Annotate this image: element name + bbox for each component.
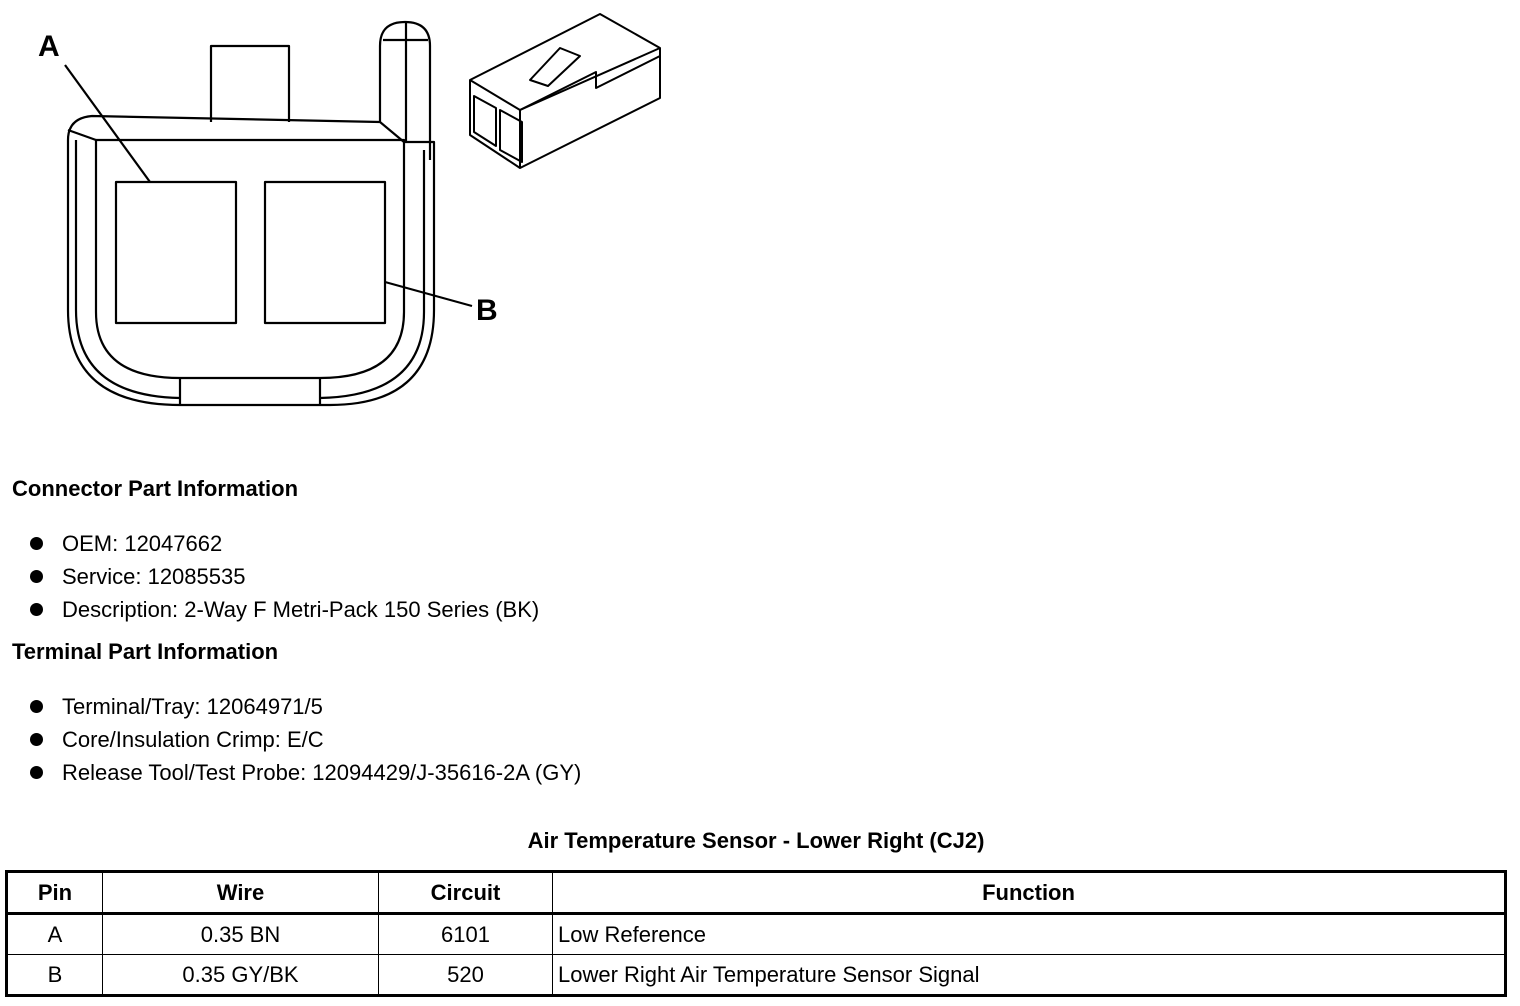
terminal-info-item: Terminal/Tray: 12064971/5 [26, 690, 581, 723]
connector-info-list [26, 527, 539, 626]
column-header-wire: Wire [103, 872, 379, 914]
connector-bottom-key [180, 378, 320, 405]
connector-face-diagram [0, 0, 700, 420]
connector-info-item: Description: 2-Way F Metri-Pack 150 Series (BK) [26, 593, 539, 626]
callout-b: B [476, 294, 498, 327]
connector-outer-body [68, 116, 434, 405]
cavity-b [265, 182, 385, 323]
function-cell: Low Reference [553, 914, 1506, 955]
column-header-pin: Pin [7, 872, 103, 914]
column-header-function: Function [553, 872, 1506, 914]
leader-line-a [65, 65, 150, 182]
table-row [7, 914, 1506, 955]
pin-cell: A [7, 914, 103, 955]
circuit-cell: 6101 [379, 914, 553, 955]
table-header-row [7, 872, 1506, 914]
pin-table-title: Air Temperature Sensor - Lower Right (CJ2) [527, 828, 985, 853]
terminal-info-list [26, 690, 581, 789]
pin-table [5, 870, 1507, 997]
terminal-info-item: Release Tool/Test Probe: 12094429/J-35616-2A (GY) [26, 756, 581, 789]
wire-cell: 0.35 BN [103, 914, 379, 955]
callout-a: A [38, 30, 60, 63]
pin-cell: B [7, 955, 103, 996]
connector-iso-view [470, 14, 660, 168]
connector-info-item: Service: 12085535 [26, 560, 539, 593]
leader-line-b [385, 282, 472, 306]
terminal-info-item: Core/Insulation Crimp: E/C [26, 723, 581, 756]
connector-info-item: OEM: 12047662 [26, 527, 539, 560]
circuit-cell: 520 [379, 955, 553, 996]
table-row [7, 955, 1506, 996]
function-cell: Lower Right Air Temperature Sensor Signal [553, 955, 1506, 996]
cavity-a [116, 182, 236, 323]
connector-inner-body [96, 140, 404, 378]
connector-top-tab [211, 46, 289, 122]
column-header-circuit: Circuit [379, 872, 553, 914]
wire-cell: 0.35 GY/BK [103, 955, 379, 996]
connector-info-title: Connector Part Information [12, 476, 299, 501]
terminal-info-title: Terminal Part Information [12, 639, 279, 664]
